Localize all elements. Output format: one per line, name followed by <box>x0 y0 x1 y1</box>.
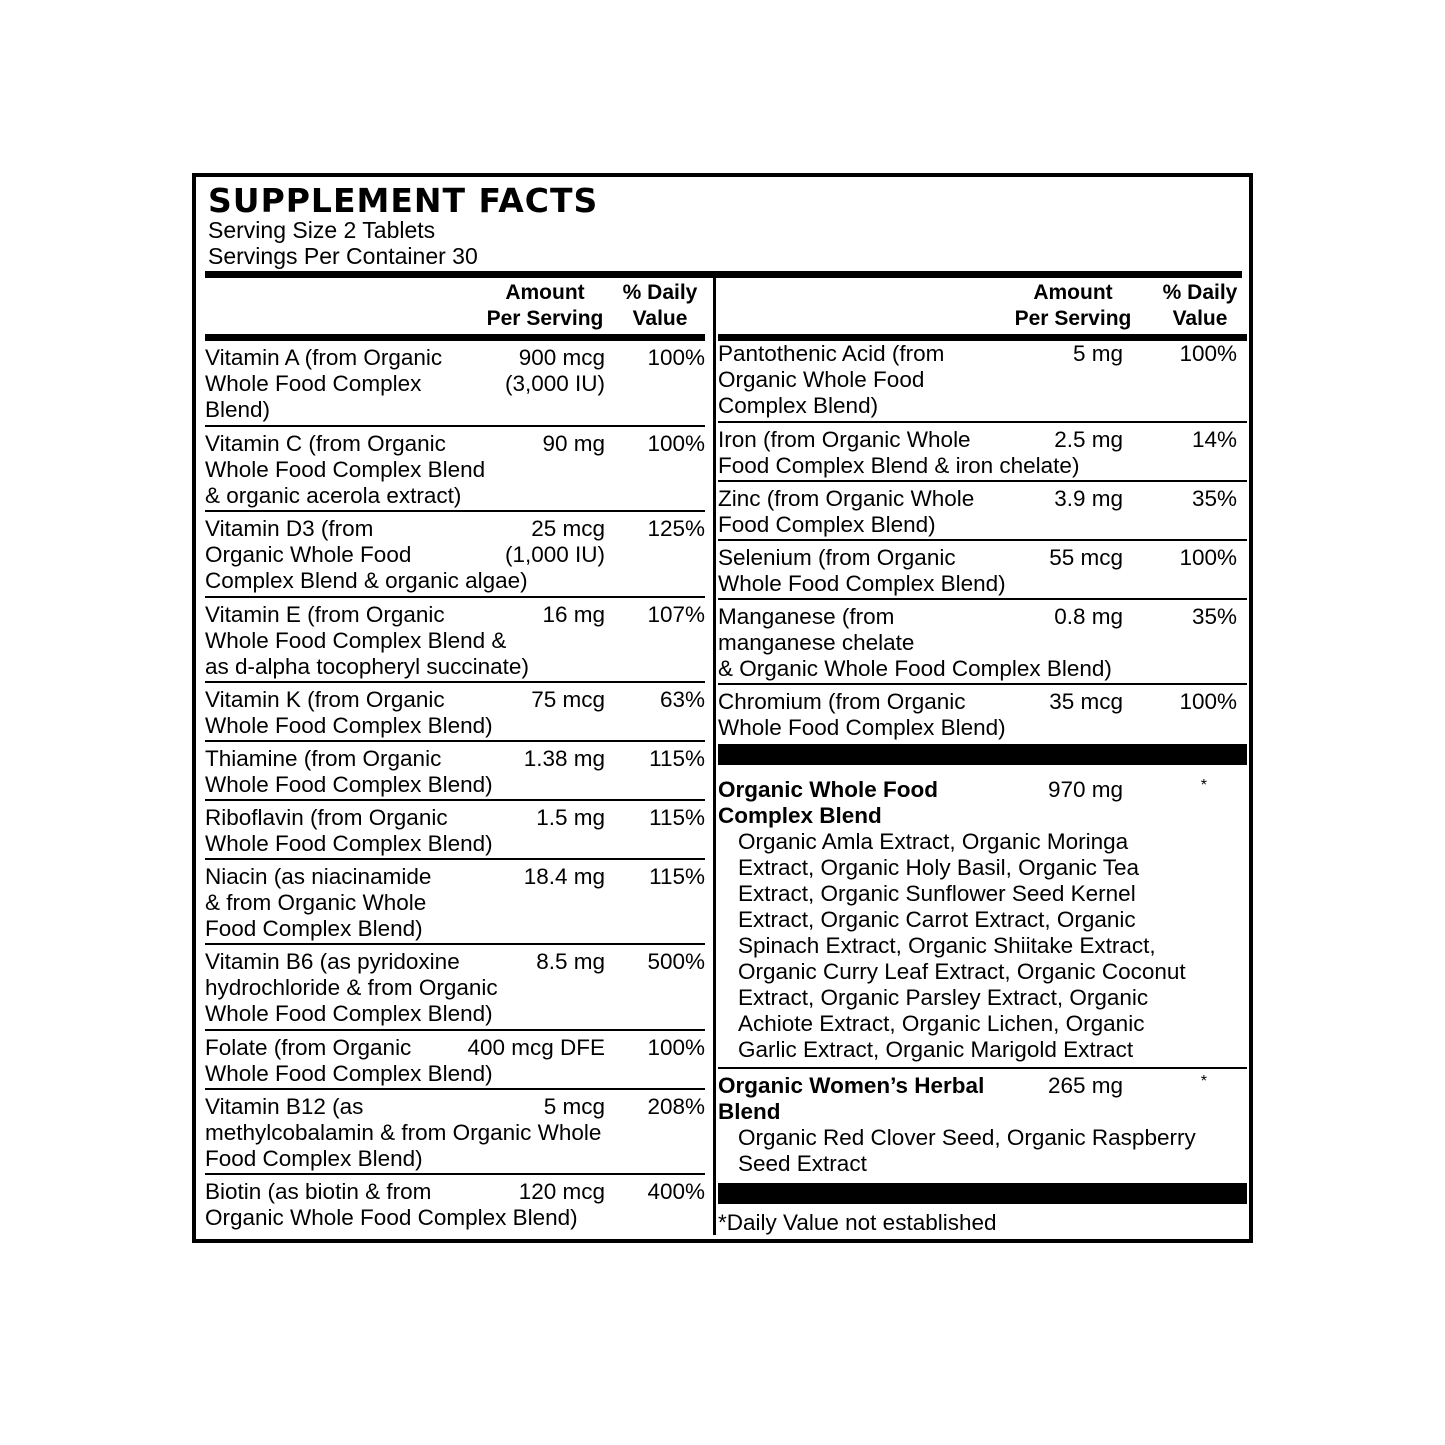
nutrient-daily-value: 115% <box>649 746 705 771</box>
nutrient-row <box>205 742 705 801</box>
nutrient-name: Vitamin K (from Organic Whole Food Complex Blend) <box>205 687 493 738</box>
blend-ingredients: Organic Amla Extract, Organic Moringa Extract, Organic Holy Basil, Organic Tea Extract, Organic Sunflower Seed Kernel Extract, Organic Carrot Extract, Organic Spinach Extract, Organic Shiitake Extract, Organic Curry Leaf Extract, Organic Coconut Extract, Organic Parsley Extract, Organic Achiote Extract, Organic Lichen, Organic Garlic Extract, Organic Marigold Extract <box>738 829 1186 1062</box>
daily-value-header: % Daily Value <box>1162 281 1238 330</box>
nutrient-row <box>718 541 1247 600</box>
top-divider <box>205 271 1242 278</box>
nutrient-daily-value: 400% <box>647 1179 705 1204</box>
left-header <box>205 280 705 336</box>
right-header <box>718 280 1247 336</box>
nutrient-amount: 0.8 mg <box>1054 604 1123 629</box>
nutrient-amount: 55 mcg <box>1049 545 1123 570</box>
blend-name: Organic Whole Food Complex Blend <box>718 777 938 828</box>
nutrient-name: Vitamin A (from Organic Whole Food Complex Blend) <box>205 345 443 422</box>
nutrient-daily-value: 35% <box>1191 604 1237 629</box>
nutrient-daily-value: 63% <box>659 687 705 712</box>
servings-per-container: Servings Per Container 30 <box>208 243 478 269</box>
nutrient-daily-value: 14% <box>1191 427 1237 452</box>
left-header-divider <box>205 334 705 341</box>
nutrient-name: Riboflavin (from Organic Whole Food Complex Blend) <box>205 805 493 856</box>
nutrient-daily-value: 115% <box>649 864 705 889</box>
nutrient-name: Iron (from Organic Whole Food Complex Blend & iron chelate) <box>718 427 1080 478</box>
nutrient-amount: 18.4 mg <box>523 864 605 889</box>
nutrient-row <box>205 1031 705 1090</box>
nutrient-row <box>205 598 705 683</box>
nutrient-amount: 120 mcg <box>518 1179 605 1204</box>
nutrient-row <box>205 512 705 598</box>
blend-amount: 265 mg <box>1047 1073 1123 1098</box>
nutrient-amount: 8.5 mg <box>536 949 605 974</box>
nutrient-daily-value: 125% <box>647 516 705 541</box>
nutrient-daily-value: 100% <box>1179 341 1237 366</box>
nutrient-name: Pantothenic Acid (from Organic Whole Food Complex Blend) <box>718 341 945 418</box>
panel-title: SUPPLEMENT FACTS <box>208 181 599 220</box>
nutrient-daily-value: 208% <box>647 1094 705 1119</box>
footnote-divider <box>718 1183 1247 1204</box>
nutrient-row <box>718 600 1247 685</box>
nutrient-amount: 5 mg <box>1072 341 1123 366</box>
nutrient-name: Vitamin D3 (from Organic Whole Food Complex Blend & organic algae) <box>205 516 528 593</box>
nutrient-daily-value: 100% <box>1179 689 1237 714</box>
amount-per-serving-header: Amount Per Serving <box>486 281 604 330</box>
nutrient-name: Vitamin B12 (as methylcobalamin & from Organic Whole Food Complex Blend) <box>205 1094 602 1171</box>
nutrient-row <box>205 427 705 512</box>
nutrient-name: Manganese (from manganese chelate & Organic Whole Food Complex Blend) <box>718 604 1112 681</box>
nutrient-row <box>205 1090 705 1175</box>
nutrient-row <box>205 860 705 945</box>
nutrient-daily-value: 107% <box>647 602 705 627</box>
serving-size: Serving Size 2 Tablets <box>208 217 436 243</box>
nutrient-name: Vitamin C (from Organic Whole Food Complex Blend & organic acerola extract) <box>205 431 486 508</box>
nutrient-row <box>718 423 1247 482</box>
supplement-facts-panel <box>192 173 1253 1243</box>
nutrient-name: Chromium (from Organic Whole Food Complex Blend) <box>718 689 1006 740</box>
nutrient-amount: 1.5 mg <box>536 805 605 830</box>
nutrient-row <box>205 945 705 1031</box>
blend-item <box>718 765 1247 1069</box>
nutrient-row <box>718 337 1247 423</box>
nutrient-name: Selenium (from Organic Whole Food Complex Blend) <box>718 545 1006 596</box>
nutrient-amount: 1.38 mg <box>523 746 605 771</box>
nutrient-row <box>718 685 1247 744</box>
nutrient-amount: 25 mcg (1,000 IU) <box>504 516 605 567</box>
nutrient-name: Vitamin E (from Organic Whole Food Complex Blend & as d-alpha tocopheryl succinate) <box>205 602 529 679</box>
nutrient-amount: 5 mcg <box>543 1094 605 1119</box>
blend-daily-value: * <box>1200 1073 1207 1090</box>
nutrient-amount: 900 mcg (3,000 IU) <box>504 345 605 396</box>
footnote: *Daily Value not established <box>718 1210 997 1235</box>
left-nutrient-list <box>205 341 705 1235</box>
nutrient-daily-value: 100% <box>647 1035 705 1060</box>
blend-name: Organic Women’s Herbal Blend <box>718 1073 985 1124</box>
nutrient-amount: 400 mcg DFE <box>467 1035 605 1060</box>
nutrient-name: Vitamin B6 (as pyridoxine hydrochloride & from Organic Whole Food Complex Blend) <box>205 949 498 1026</box>
nutrient-amount: 2.5 mg <box>1054 427 1123 452</box>
nutrient-row <box>205 341 705 427</box>
nutrient-row <box>205 1175 705 1235</box>
nutrient-amount: 16 mg <box>542 602 605 627</box>
nutrient-amount: 3.9 mg <box>1054 486 1123 511</box>
nutrient-amount: 75 mcg <box>531 687 605 712</box>
nutrient-row <box>718 482 1247 541</box>
nutrient-name: Zinc (from Organic Whole Food Complex Blend) <box>718 486 975 537</box>
nutrient-daily-value: 500% <box>647 949 705 974</box>
nutrient-daily-value: 100% <box>1179 545 1237 570</box>
blend-amount: 970 mg <box>1047 777 1123 802</box>
blend-daily-value: * <box>1200 777 1207 794</box>
column-divider <box>713 278 716 1235</box>
nutrient-amount: 90 mg <box>542 431 605 456</box>
nutrient-row <box>205 801 705 860</box>
nutrient-name: Folate (from Organic Whole Food Complex Blend) <box>205 1035 493 1086</box>
nutrient-name: Niacin (as niacinamide & from Organic Whole Food Complex Blend) <box>205 864 432 941</box>
nutrient-amount: 35 mcg <box>1049 689 1123 714</box>
blend-ingredients: Organic Red Clover Seed, Organic Raspberry Seed Extract <box>738 1125 1196 1176</box>
blend-section-divider <box>718 744 1247 765</box>
amount-per-serving-header: Amount Per Serving <box>1014 281 1132 330</box>
right-nutrient-list <box>718 337 1247 1236</box>
daily-value-header: % Daily Value <box>622 281 698 330</box>
nutrient-row <box>205 683 705 742</box>
blend-item <box>718 1069 1247 1183</box>
nutrient-daily-value: 100% <box>647 345 705 370</box>
nutrient-daily-value: 35% <box>1191 486 1237 511</box>
nutrient-daily-value: 115% <box>649 805 705 830</box>
nutrient-daily-value: 100% <box>647 431 705 456</box>
nutrient-name: Thiamine (from Organic Whole Food Complex Blend) <box>205 746 493 797</box>
nutrient-name: Biotin (as biotin & from Organic Whole Food Complex Blend) <box>205 1179 578 1230</box>
